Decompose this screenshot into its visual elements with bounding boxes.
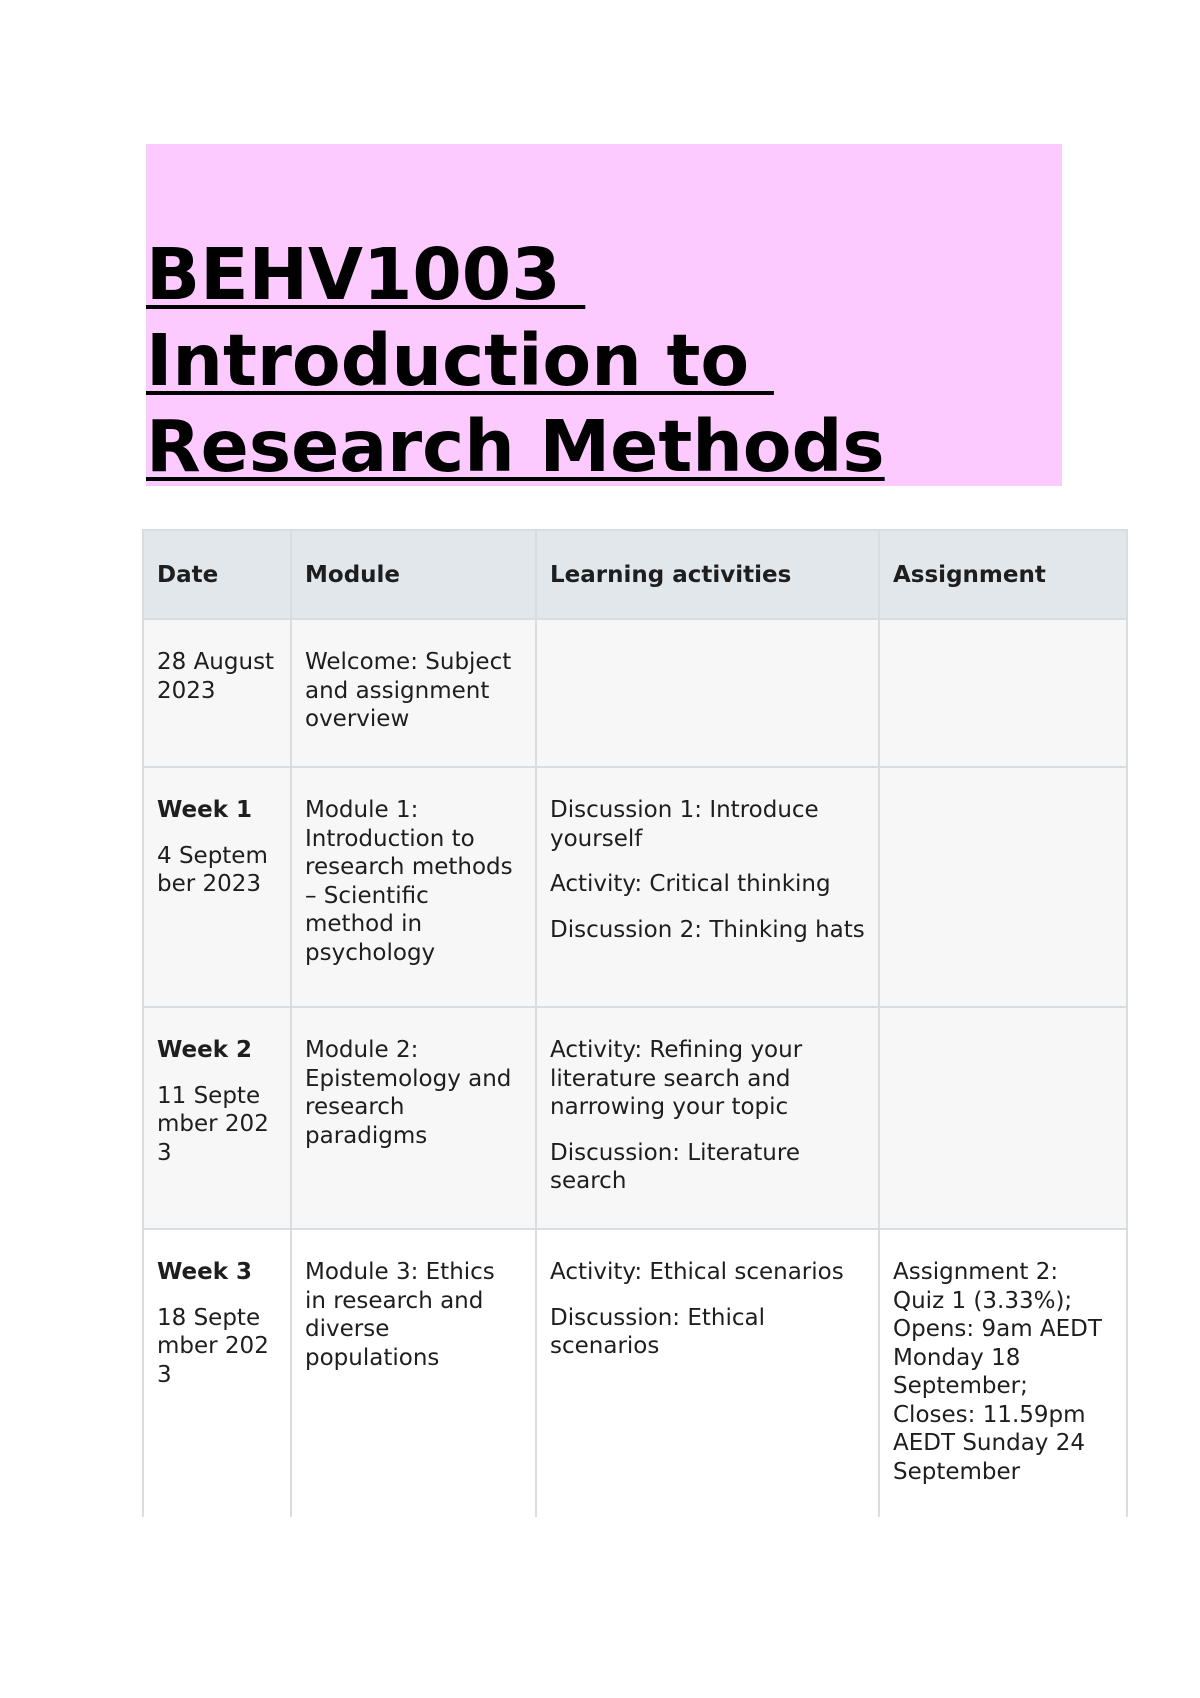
module-cell: Module 1: Introduction to research methods – Scientific method in psychology	[291, 767, 536, 1007]
schedule-table	[142, 529, 1128, 1517]
table-row	[143, 1007, 1127, 1229]
activities-cell	[536, 1007, 879, 1229]
activity-item: Discussion 2: Thinking hats	[550, 916, 865, 943]
date-cell	[143, 1007, 291, 1229]
assignment-cell	[879, 1007, 1127, 1229]
title-line-3: Research Methods	[146, 405, 885, 488]
week-label: Week 2	[157, 1037, 253, 1063]
header-date: Date	[143, 530, 291, 619]
page-title	[146, 232, 885, 490]
module-cell: Module 2: Epistemology and research paradigms	[291, 1007, 536, 1229]
date-cell	[143, 1229, 291, 1517]
activity-item: Discussion 1: Introduce yourself	[550, 797, 819, 852]
header-learning-activities: Learning activities	[536, 530, 879, 619]
assignment-cell	[879, 619, 1127, 767]
date-text: 28 August 2023	[157, 649, 275, 704]
date-text: 11 September 2023	[157, 1082, 269, 1166]
week-label: Week 1	[157, 797, 253, 823]
date-cell	[143, 767, 291, 1007]
activity-item: Discussion: Ethical scenarios	[550, 1304, 766, 1359]
assignment-cell	[879, 767, 1127, 1007]
activity-item: Discussion: Literature search	[550, 1139, 800, 1194]
activities-cell	[536, 767, 879, 1007]
date-cell	[143, 619, 291, 767]
header-assignment: Assignment	[879, 530, 1127, 619]
title-line-1: BEHV1003	[146, 233, 586, 316]
date-text: 4 September 2023	[157, 842, 268, 897]
title-banner	[146, 144, 1062, 486]
date-text: 18 September 2023	[157, 1304, 269, 1388]
table-row	[143, 619, 1127, 767]
activity-item: Activity: Critical thinking	[550, 871, 831, 897]
activities-cell	[536, 619, 879, 767]
table-row	[143, 767, 1127, 1007]
activity-item: Activity: Refining your literature search and narrowing your topic	[550, 1037, 803, 1120]
table-header-row	[143, 530, 1127, 619]
module-cell: Welcome: Subject and assignment overview	[291, 619, 536, 767]
activity-item: Activity: Ethical scenarios	[550, 1259, 844, 1285]
title-line-2: Introduction to	[146, 319, 774, 402]
assignment-cell: Assignment 2: Quiz 1 (3.33%); Opens: 9am AEDT Monday 18 September; Closes: 11.59pm AEDT Sunday 24 September	[879, 1229, 1127, 1517]
table-row	[143, 1229, 1127, 1517]
week-label: Week 3	[157, 1259, 253, 1285]
activities-cell	[536, 1229, 879, 1517]
header-module: Module	[291, 530, 536, 619]
module-cell: Module 3: Ethics in research and diverse populations	[291, 1229, 536, 1517]
